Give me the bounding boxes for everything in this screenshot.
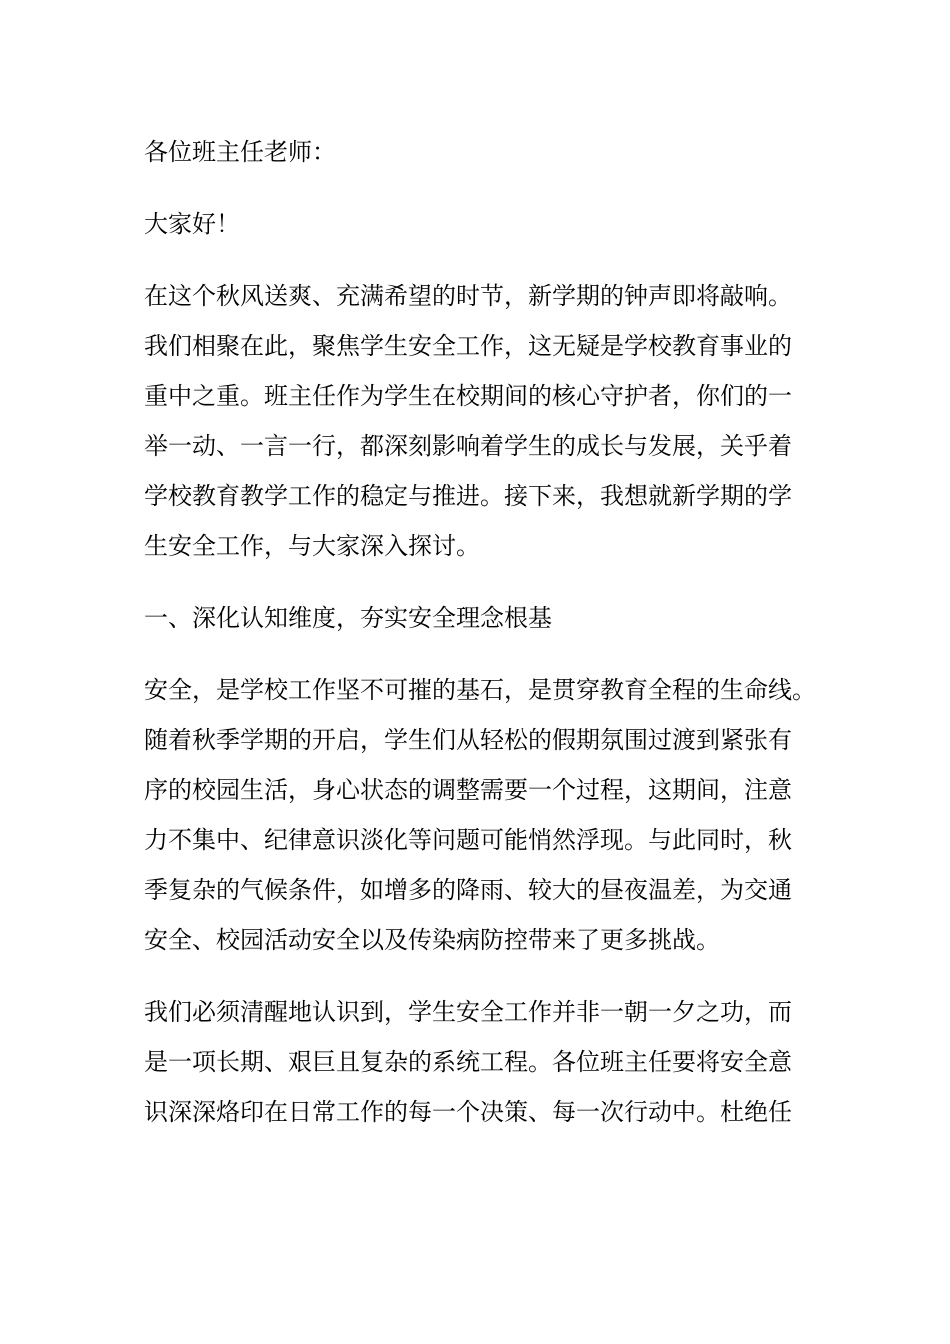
paragraph-line: 我们必须清醒地认识到，学生安全工作并非一朝一夕之功，而 — [144, 998, 792, 1026]
document-body — [144, 127, 816, 1159]
paragraph-line: 是一项长期、艰巨且复杂的系统工程。各位班主任要将安全意 — [144, 1048, 792, 1076]
paragraph-line: 安全，是学校工作坚不可摧的基石，是贯穿教育全程的生命线。 — [144, 676, 816, 704]
section-heading-paragraph — [144, 593, 804, 643]
paragraph-line: 序的校园生活，身心状态的调整需要一个过程，这期间，注意 — [144, 776, 792, 804]
paragraph-line: 随着秋季学期的开启，学生们从轻松的假期氛围过渡到紧张有 — [144, 726, 792, 754]
paragraph-line: 季复杂的气候条件，如增多的降雨、较大的昼夜温差，为交通 — [144, 876, 792, 904]
intro-line: 在这个秋风送爽、充满希望的时节，新学期的钟声即将敲响。 — [144, 282, 792, 310]
paragraph-line: 力不集中、纪律意识淡化等问题可能悄然浮现。与此同时，秋 — [144, 826, 792, 854]
intro-line: 举一动、一言一行，都深刻影响着学生的成长与发展，关乎着 — [144, 432, 792, 460]
intro-line: 重中之重。班主任作为学生在校期间的核心守护者，你们的一 — [144, 382, 792, 410]
salutation-paragraph — [144, 127, 804, 177]
intro-line: 学校教育教学工作的稳定与推进。接下来，我想就新学期的学 — [144, 482, 792, 510]
paragraph-line: 识深深烙印在日常工作的每一个决策、每一次行动中。杜绝任 — [144, 1098, 792, 1126]
intro-line: 生安全工作，与大家深入探讨。 — [144, 532, 480, 560]
intro-paragraph — [144, 271, 804, 571]
paragraph-line: 安全、校园活动安全以及传染病防控带来了更多挑战。 — [144, 926, 720, 954]
intro-line: 我们相聚在此，聚焦学生安全工作，这无疑是学校教育事业的 — [144, 332, 792, 360]
section1-paragraph-2 — [144, 987, 804, 1137]
greeting: 大家好！ — [144, 210, 240, 238]
greeting-paragraph — [144, 199, 804, 249]
salutation: 各位班主任老师： — [144, 138, 336, 166]
section-heading: 一、深化认知维度，夯实安全理念根基 — [144, 604, 552, 632]
section1-paragraph-1 — [144, 665, 816, 965]
